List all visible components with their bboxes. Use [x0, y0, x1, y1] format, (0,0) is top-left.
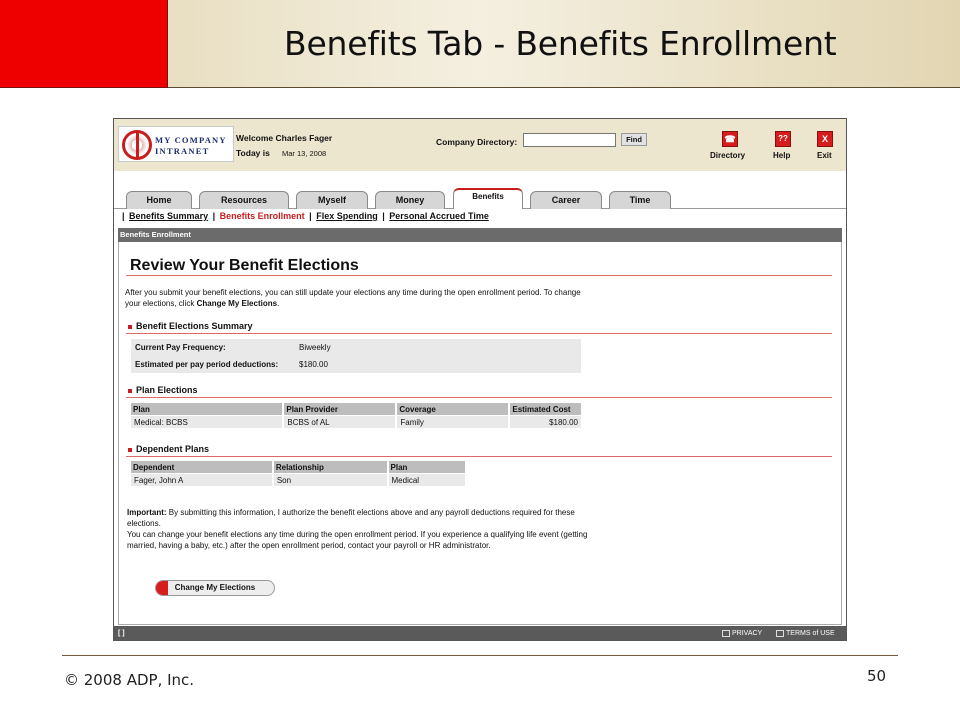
company-directory-label: Company Directory:: [436, 137, 518, 147]
footer-bracket: [ ]: [118, 630, 125, 637]
intranet-screenshot: [113, 118, 847, 641]
column-header: Coverage: [397, 403, 508, 415]
tab-time[interactable]: Time: [609, 191, 671, 209]
subnav-separator: |: [382, 211, 385, 221]
privacy-link[interactable]: [722, 626, 762, 641]
authorization-notice: [127, 507, 597, 551]
benefit-summary-box: [131, 339, 581, 373]
cost-cell: $180.00: [510, 416, 581, 428]
title-divider: [126, 275, 832, 276]
deductions-value: $180.00: [299, 360, 328, 369]
pay-frequency-value: Biweekly: [299, 343, 331, 352]
benefit-summary-heading: Benefit Elections Summary: [128, 321, 253, 331]
intro-body: After you submit your benefit elections, you can still update your elections any time during the open enrollment period. To change your elections, click: [125, 288, 581, 308]
dependent-plans-table: [129, 460, 467, 487]
dependent-cell: Fager, John A: [131, 474, 272, 486]
subnav-separator: |: [309, 211, 312, 221]
table-header-row: [131, 461, 465, 473]
notice-important-label: Important:: [127, 508, 167, 517]
portal-header: [114, 119, 846, 171]
plan-elections-table: [129, 402, 583, 429]
table-row: [131, 416, 581, 428]
tab-home[interactable]: Home: [126, 191, 192, 209]
company-directory-input[interactable]: [523, 133, 616, 147]
footer-divider: [62, 655, 898, 656]
portal-footer-bar: [114, 626, 846, 641]
dependent-plans-divider: [126, 456, 832, 457]
notice-text: By submitting this information, I authorize the benefit elections above and any payroll deductions required for these elections.: [127, 508, 575, 528]
find-button[interactable]: Find: [621, 133, 647, 146]
column-header: Plan: [389, 461, 465, 473]
today-date: Mar 13, 2008: [282, 149, 327, 158]
subnav-separator: |: [122, 211, 125, 221]
provider-cell: BCBS of AL: [284, 416, 395, 428]
help-icon[interactable]: ??: [775, 131, 791, 147]
directory-link[interactable]: Directory: [710, 151, 746, 160]
pay-frequency-label: Current Pay Frequency:: [135, 343, 226, 352]
plan-elections-divider: [126, 397, 832, 398]
tab-career[interactable]: Career: [530, 191, 602, 209]
slide-title: Benefits Tab - Benefits Enrollment: [284, 24, 837, 63]
intro-end: .: [277, 299, 280, 308]
subnav-flex-spending[interactable]: Flex Spending: [316, 211, 378, 221]
benefits-subnav: [122, 211, 491, 221]
tab-benefits[interactable]: Benefits: [453, 188, 523, 209]
section-header-bar: Benefits Enrollment: [118, 228, 842, 242]
company-logo[interactable]: [118, 126, 234, 162]
logo-line1: MY COMPANY: [155, 135, 227, 145]
plan-elections-heading: Plan Elections: [128, 385, 198, 395]
terms-link[interactable]: [776, 626, 835, 641]
intro-change-link-text: Change My Elections: [196, 299, 278, 308]
notice-text-2: You can change your benefit elections any time during the open enrollment period. If you experience a qualifying life event (getting married, having a baby, etc.) after the open enrollment period, contact your payroll or HR administrator.: [127, 530, 588, 550]
plan-cell: Medical: BCBS: [131, 416, 282, 428]
main-tabs: [114, 187, 846, 209]
subnav-benefits-enrollment[interactable]: Benefits Enrollment: [219, 211, 305, 221]
column-header: Dependent: [131, 461, 272, 473]
help-link[interactable]: Help: [773, 151, 791, 160]
subnav-separator: |: [212, 211, 216, 221]
red-accent-block: [0, 0, 168, 88]
privacy-label: PRIVACY: [732, 630, 763, 637]
change-my-elections-button[interactable]: Change My Elections: [155, 580, 275, 596]
column-header: Plan: [131, 403, 282, 415]
arrow-icon: [722, 630, 730, 637]
column-header: Estimated Cost: [510, 403, 581, 415]
page-title: Review Your Benefit Elections: [130, 257, 359, 274]
exit-link[interactable]: Exit: [817, 151, 832, 160]
intro-text: [125, 287, 595, 309]
dependent-plans-heading: Dependent Plans: [128, 444, 209, 454]
table-row: [131, 474, 465, 486]
welcome-text: Welcome Charles Fager: [236, 133, 333, 143]
copyright-text: © 2008 ADP, Inc.: [64, 671, 195, 689]
tab-money[interactable]: Money: [375, 191, 445, 209]
logo-line2: INTRANET: [155, 146, 210, 156]
arrow-icon: [776, 630, 784, 637]
column-header: Plan Provider: [284, 403, 395, 415]
terms-label: TERMS of USE: [786, 630, 835, 637]
tab-myself[interactable]: Myself: [296, 191, 368, 209]
relationship-cell: Son: [274, 474, 387, 486]
summary-divider: [126, 333, 832, 334]
subnav-personal-accrued-time[interactable]: Personal Accrued Time: [389, 211, 489, 221]
phone-icon[interactable]: ☎: [722, 131, 738, 147]
page-number: 50: [867, 667, 887, 685]
coverage-cell: Family: [397, 416, 508, 428]
dependent-plan-cell: Medical: [389, 474, 465, 486]
exit-icon[interactable]: X: [817, 131, 833, 147]
today-label: Today is: [236, 148, 270, 158]
tab-resources[interactable]: Resources: [199, 191, 289, 209]
column-header: Relationship: [274, 461, 387, 473]
table-header-row: [131, 403, 581, 415]
deductions-label: Estimated per pay period deductions:: [135, 360, 279, 369]
subnav-benefits-summary[interactable]: Benefits Summary: [129, 211, 209, 221]
globe-icon: [122, 130, 152, 160]
